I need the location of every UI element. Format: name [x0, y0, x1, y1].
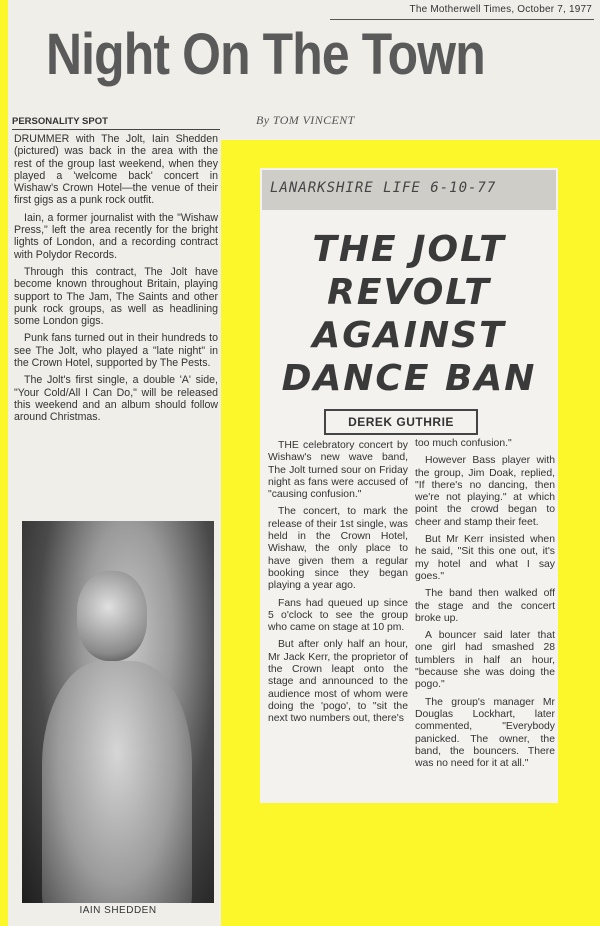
section-rule — [12, 129, 220, 130]
page-headline: Night On The Town — [46, 22, 485, 87]
clipping-paragraph: too much confusion." — [415, 438, 512, 449]
clipping-paragraph: A bouncer said later that one girl had smashed 28 tumblers in half an hour, "because she was doing the pogo." — [415, 630, 555, 691]
headline-line: THE JOLT — [312, 229, 506, 270]
clipping-paragraph: But after only half an hour, Mr Jack Kerr, the proprietor of the Crown leapt onto the stage and announced to the audience most of whom were doing the 'pogo', to "sit the next two numbers out, there's — [268, 639, 408, 725]
clipping-paragraph: The group's manager Mr Douglas Lockhart, later commented, "Everybody panicked. The owner, the band, the bouncers. There was no need for it at all." — [415, 696, 555, 770]
photo-head — [77, 571, 147, 661]
clipping-headline — [262, 228, 556, 400]
handwritten-note-text: LANARKSHIRE LIFE 6-10-77 — [270, 180, 497, 196]
author-box: DEREK GUTHRIE — [324, 409, 478, 435]
clipping-paragraph: The concert, to mark the release of their 1st single, was held in the Crown Hotel, Wishaw, the only place to have given them a regular booking since they began playing a year ago. — [268, 506, 408, 592]
byline: By TOM VINCENT — [256, 113, 355, 127]
article-paragraph: The Jolt's first single, a double 'A' side, "Your Cold/All I Can Do," will be released this weekend and an album should follow around Christmas. — [14, 374, 218, 424]
clipping-paragraph: But Mr Kerr insisted when he said, "Sit this one out, it's my hotel and what I say goes." — [415, 534, 555, 582]
photo-caption: IAIN SHEDDEN — [79, 905, 157, 916]
article-paragraph: Iain, a former journalist with the "Wishaw Press," left the area recently for the bright lights of London, and a recording contract with Polydor Records. — [14, 211, 218, 261]
headline-line: DANCE BAN — [281, 358, 537, 399]
clipping-paragraph: The band then walked off the stage and the concert broke up. — [415, 588, 555, 624]
headline-line: REVOLT — [327, 272, 491, 313]
article-paragraph: DRUMMER with The Jolt, Iain Shedden (pictured) was back in the area with the rest of the group last weekend, when they played a 'welcome back' concert in Wishaw's Crown Hotel—the venue of their first gigs as a punk rock outfit. — [14, 133, 218, 207]
photo-torso — [42, 661, 192, 903]
article-paragraph: Punk fans turned out in their hundreds to see The Jolt, who played a "late night" in the Crown Hotel, supported by The Pests. — [14, 332, 218, 370]
clipping-paragraph: THE celebratory concert by Wishaw's new wave band, The Jolt turned sour on Friday night as fans were accused of "causing confusion." — [268, 440, 408, 501]
article-paragraph: Through this contract, The Jolt have become known throughout Britain, playing support to The Jam, The Saints and other punk rock groups, as well as headlining some London gigs. — [14, 265, 218, 328]
headline-line: AGAINST — [312, 315, 506, 356]
masthead-rule — [330, 19, 594, 20]
section-label: PERSONALITY SPOT — [12, 116, 108, 127]
handwritten-note — [262, 170, 556, 210]
clipping-column-right — [415, 438, 555, 775]
clipping-paragraph: Fans had queued up since 5 o'clock to see the group who came on stage at 10 pm. — [268, 597, 408, 634]
newspaper-masthead: The Motherwell Times, October 7, 1977 — [409, 4, 592, 15]
clipping-paragraph: However Bass player with the group, Jim Doak, replied, "If there's no dancing, then we're not playing." at which point the crowd began to cheer and stamp their feet. — [415, 455, 555, 528]
clipping-column-left — [268, 440, 408, 731]
article-column — [14, 133, 218, 429]
drummer-photo — [22, 521, 214, 903]
